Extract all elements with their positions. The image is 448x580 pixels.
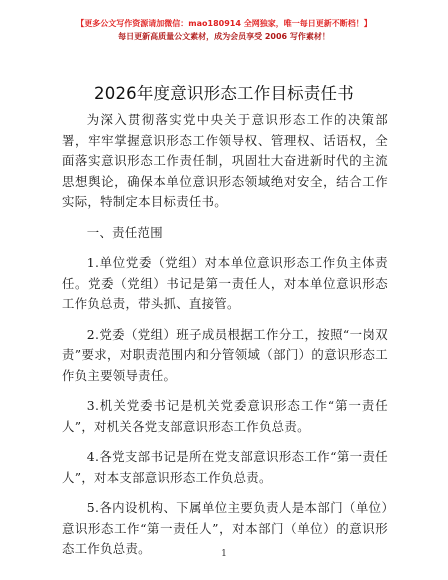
document-body — [62, 110, 388, 560]
section-heading: 一、责任范围 — [86, 224, 163, 240]
promo-banner — [0, 17, 448, 43]
intro-paragraph: 为深入贯彻落实党中央关于意识形态工作的决策部署，牢牢掌握意识形态工作领导权、管理权、话语权，全面落实意识形态工作责任制，巩固壮大奋进新时代的主流思想舆论，确保本单位意识形态领域绝对安全，结合工作实际，特制定本目标责任书。 — [62, 112, 388, 209]
document-title: 2026年度意识形态工作目标责任书 — [94, 84, 354, 103]
item-paragraph-4: 4.各党支部书记是所在党支部意识形态工作“第一责任人”，对本支部意识形态工作负总责。 — [62, 449, 388, 485]
promo-banner-line-2: 每日更新高质量公文素材，成为会员享受 2006 写作素材！ — [118, 32, 330, 41]
item-paragraph-1: 1.单位党委（党组）对本单位意识形态工作负主体责任。党委（党组）书记是第一责任人，对本单位意识形态工作负总责，带头抓、直接管。 — [62, 255, 388, 311]
promo-banner-line-1: 【更多公文写作资源请加微信：mao180914 全网独家，唯一每日更新不断档！】 — [76, 19, 372, 28]
item-paragraph-3: 3.机关党委书记是机关党委意识形态工作“第一责任人”，对机关各党支部意识形态工作负总责。 — [62, 398, 388, 434]
item-paragraph-5: 5.各内设机构、下属单位主要负责人是本部门（单位）意识形态工作“第一责任人”，对本部门（单位）的意识形态工作负总责。 — [62, 500, 388, 556]
page-number: 1 — [221, 549, 227, 559]
item-paragraph-2: 2.党委（党组）班子成员根据工作分工，按照“一岗双责”要求，对职责范围内和分管领域（部门）的意识形态工作负主要领导责任。 — [62, 326, 388, 383]
